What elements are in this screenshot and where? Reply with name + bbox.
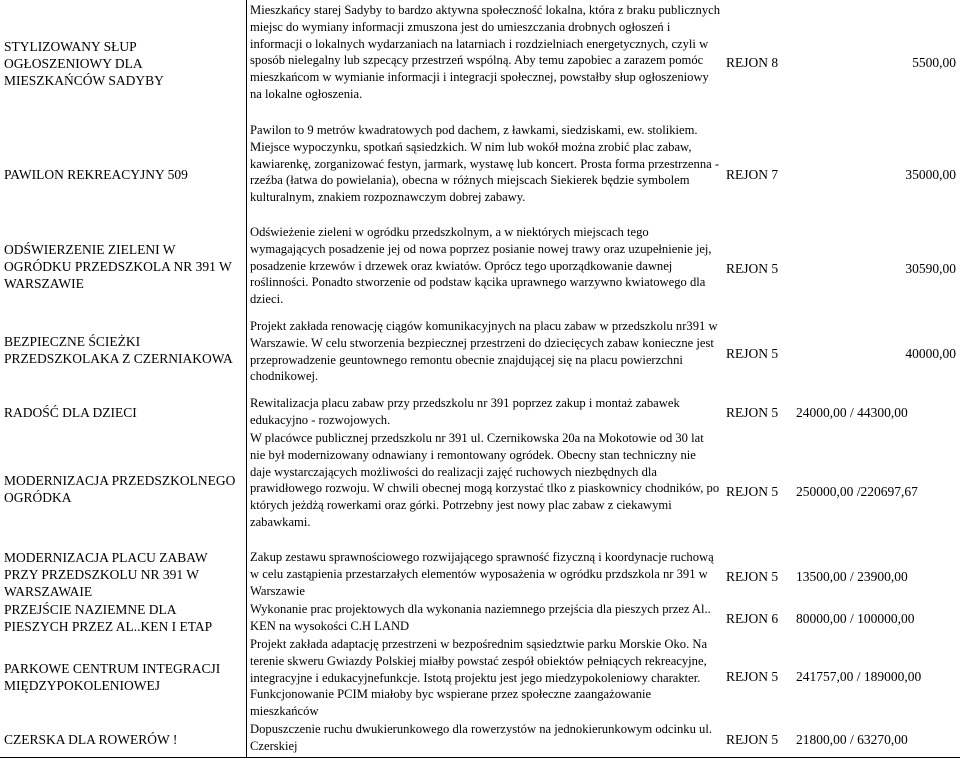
project-title: CZERSKA DLA ROWERÓW ! — [4, 731, 178, 747]
project-description: Mieszkańcy starej Sadyby to bardzo aktywna społeczność lokalna, która z braku publicznych miejsc do wymiany informacji zmuszona jest do umieszczania drobnych ogłoszeń i informacji o lokalnych wydarzaniach na latarniach i rozdzielniach energetycznych, czyli w sposób nielegalny lub szpecący przestrzeń wspólną. Aby temu zapobiec a zarazem pomóc mieszkańcom w wymianie informacji i integracji społecznej, powstałby słup ogłoszeniowy na lokalne ogłoszenia. — [250, 3, 720, 101]
project-amount: 241757,00 / 189000,00 — [796, 668, 922, 684]
project-description: Pawilon to 9 metrów kwadratowych pod dachem, z ławkami, siedziskami, ew. stolikiem. Miejsce wypoczynku, spotkań sąsiedzkich. W nim lub wokół można zrobić plac zabaw, kawiarenkę, zorganizować festyn, jarmark, wystawę lub koncert. Prosta forma przestrzenna - rzeźba (łatwa do powielania), obecna w różnych miejscach Siekierek będzie symbolem kulturalnym, znakiem rozpoznawczym dobrej zabawy. — [250, 123, 720, 205]
project-region: REJON 8 — [726, 54, 779, 70]
project-amount: 80000,00 / 100000,00 — [796, 610, 915, 626]
project-title: MODERNIZACJA PRZEDSZKOLNEGO OGRÓDKA — [4, 473, 236, 505]
project-title: PAWILON REKREACYJNY 509 — [4, 166, 188, 182]
project-region: REJON 5 — [726, 260, 779, 276]
project-title: MODERNIZACJA PLACU ZABAW PRZY PRZEDSZKOLU NR 391 W WARSZAWAIE — [4, 549, 208, 599]
project-title: PRZEJŚCIE NAZIEMNE DLA PIESZYCH PRZEZ AL..KEN I ETAP — [4, 602, 213, 634]
project-description: Rewitalizacja placu zabaw przy przedszkolu nr 391 poprzez zakup i montaż zabawek edukacyjno - rozwojowych. — [250, 396, 680, 427]
project-description: Wykonanie prac projektowych dla wykonania naziemnego przejścia dla pieszych przez Al.. KEN na wysokości C.H LAND — [250, 602, 711, 633]
project-amount: 40000,00 — [905, 345, 956, 361]
project-amount: 30590,00 — [905, 260, 956, 276]
project-region: REJON 7 — [726, 166, 779, 182]
project-description: Projekt zakłada renowację ciągów komunikacyjnych na placu zabaw w przedszkolu nr391 w Warszawie. W celu stworzenia bezpiecznej przestrzeni do dziecięcych zabaw konieczne jest przeprowadzenie geuntownego remontu obecnie znajdującej się na placu powierzchni chodnikowej. — [250, 319, 718, 384]
project-amount: 250000,00 /220697,67 — [796, 483, 918, 499]
project-amount: 24000,00 / 44300,00 — [796, 404, 908, 420]
project-title: BEZPIECZNE ŚCIEŻKI PRZEDSZKOLAKA Z CZERNIAKOWA — [4, 334, 233, 366]
project-description: W placówce publicznej przedszkolu nr 391 ul. Czernikowska 20a na Mokotowie od 30 lat nie był modernizowany odnawiany i remontowany ogródek. Obecny stan techniczny nie daje wystarczających możliwości do realizacji zajęć ruchowych niezbędnych dla prawidłowego rozwoju. W chwili obecnej mogą korzystać tlko z piaskownicy chodników, po których jeżdżą rowerkami oraz górki. Potrzebny jest nowy plac zabaw z ciekawymi zabawkami. — [250, 431, 720, 529]
project-description: Zakup zestawu sprawnościowego rozwijającego sprawność fizyczną i koordynacje ruchową w celu zastąpienia przestarzałych elementów wyposażenia w ogródku przdszkola nr 391 w Warszawie — [250, 550, 714, 598]
column-divider — [246, 0, 247, 758]
project-region: REJON 5 — [726, 483, 779, 499]
project-title: PARKOWE CENTRUM INTEGRACJI MIĘDZYPOKOLENIOWEJ — [4, 661, 221, 693]
project-amount: 35000,00 — [905, 166, 956, 182]
project-region: REJON 5 — [726, 568, 779, 584]
project-title: STYLIZOWANY SŁUP OGŁOSZENIOWY DLA MIESZKAŃCÓW SADYBY — [4, 38, 164, 88]
project-amount: 13500,00 / 23900,00 — [796, 568, 908, 584]
project-title: ODŚWIERZENIE ZIELENI W OGRÓDKU PRZEDSZKOLA NR 391 W WARSZAWIE — [4, 241, 232, 291]
project-description: Projekt zakłada adaptację przestrzeni w bezpośrednim sąsiedztwie parku Morskie Oko. Na terenie skweru Gwiazdy Polskiej miałby powstać zespół obiektów pełniących rekreacyjne, integracyjne i edukacyjnefunkcje. Istotą projektu jest jego miedzypokoleniowy charakter. Funkcjonowanie PCIM miałoby byc wspierane przez społeczne zaangażowanie mieszkańców — [250, 637, 708, 719]
project-description: Odświeżenie zieleni w ogródku przedszkolnym, a w niektórych miejscach tego wymagających posadzenie jej od nowa poprzez posianie nowej trawy oraz uzupełnienie jej, posadzenie krzewów i drzewek oraz kwiatów. Oprócz tego uporządkowanie dawnej roślinności. Ponadto stworzenie od podstaw kącika uprawnego warzywno kwiatowego dla dzieci. — [250, 225, 712, 307]
project-amount: 5500,00 — [912, 54, 956, 70]
project-amount: 21800,00 / 63270,00 — [796, 731, 908, 747]
project-description: Dopuszczenie ruchu dwukierunkowego dla rowerzystów na jednokierunkowym odcinku ul. Czerskiej — [250, 722, 712, 753]
project-region: REJON 6 — [726, 610, 779, 626]
project-region: REJON 5 — [726, 668, 779, 684]
project-region: REJON 5 — [726, 731, 779, 747]
project-title: RADOŚĆ DLA DZIECI — [4, 404, 137, 420]
project-region: REJON 5 — [726, 345, 779, 361]
project-region: REJON 5 — [726, 404, 779, 420]
